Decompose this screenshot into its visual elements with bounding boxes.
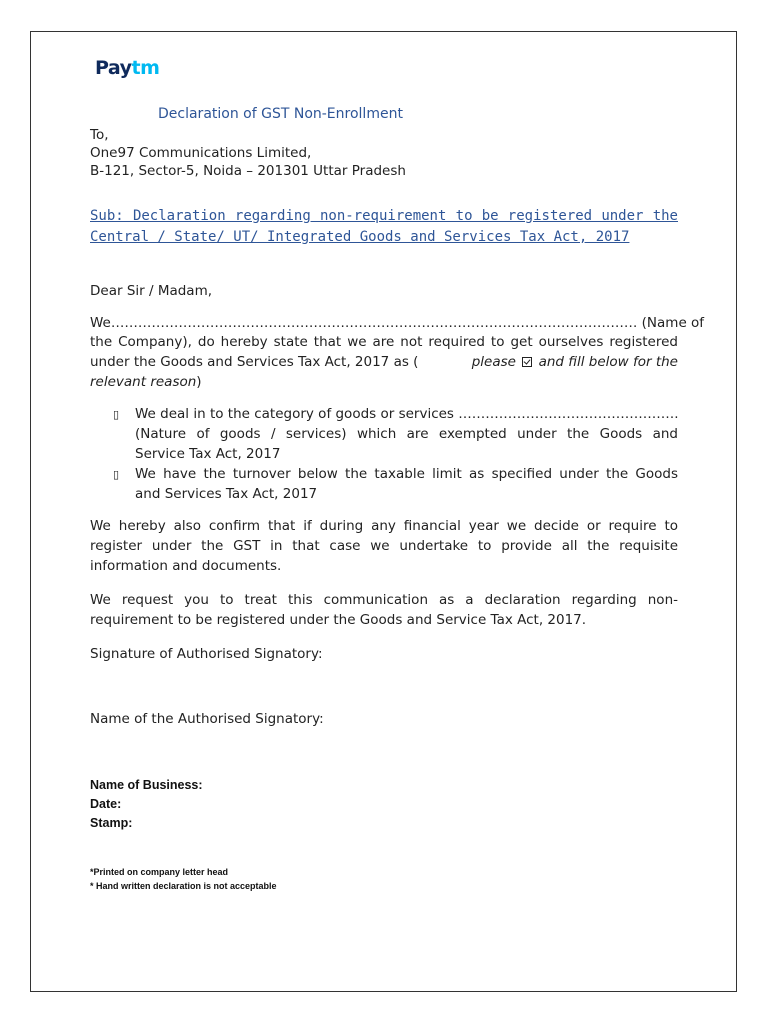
para1-line-2: the Company), do hereby state that we are not required to get ourselves registered bbox=[90, 334, 678, 350]
para3-line-2: requirement to be registered under the Goods and Service Tax Act, 2017. bbox=[90, 612, 587, 628]
bullet2-line-2: and Services Tax Act, 2017 bbox=[135, 486, 318, 502]
subject-line-2: Central / State/ UT/ Integrated Goods and Services Tax Act, 2017 bbox=[90, 229, 630, 245]
address-line-1: To, bbox=[90, 127, 109, 143]
address-line-3: B-121, Sector-5, Noida – 201301 Uttar Pradesh bbox=[90, 163, 406, 179]
checkbox-icon bbox=[522, 357, 532, 367]
stamp-label: Stamp: bbox=[90, 816, 133, 830]
signatory-name-label: Name of the Authorised Signatory: bbox=[90, 711, 324, 727]
page-title: Declaration of GST Non-Enrollment bbox=[158, 106, 403, 122]
address-line-2: One97 Communications Limited, bbox=[90, 145, 312, 161]
bullet1-line-2: (Nature of goods / services) which are exempted under the Goods and bbox=[135, 426, 678, 442]
bullet2-line-1: We have the turnover below the taxable limit as specified under the Goods bbox=[135, 466, 678, 482]
para1-line-3: under the Goods and Services Tax Act, 2017 as ( please and fill below for the bbox=[90, 354, 678, 370]
para2-line-2: register under the GST in that case we undertake to provide all the requisite bbox=[90, 538, 678, 554]
paytm-logo: Paytm bbox=[95, 57, 160, 79]
para1-line-4: relevant reason) bbox=[90, 374, 202, 390]
note-letterhead: *Printed on company letter head bbox=[90, 867, 229, 877]
para2-line-1: We hereby also confirm that if during any financial year we decide or require to bbox=[90, 518, 678, 534]
salutation: Dear Sir / Madam, bbox=[90, 283, 213, 299]
bullet1-line-1: We deal in to the category of goods or services …………………………………………. bbox=[135, 406, 679, 422]
para3-line-1: We request you to treat this communication as a declaration regarding non- bbox=[90, 592, 678, 608]
bullet-checkbox-icon: ▯ bbox=[113, 468, 120, 481]
date-label: Date: bbox=[90, 797, 122, 811]
para1-line-1: We……………………………………………………………………………………………………… (Name of bbox=[90, 315, 705, 331]
para2-line-3: information and documents. bbox=[90, 558, 282, 574]
signature-label: Signature of Authorised Signatory: bbox=[90, 646, 323, 662]
bullet-checkbox-icon: ▯ bbox=[113, 408, 120, 421]
business-name-label: Name of Business: bbox=[90, 778, 203, 792]
subject-line-1: Sub: Declaration regarding non-requirement to be registered under the bbox=[90, 208, 678, 224]
bullet1-line-3: Service Tax Act, 2017 bbox=[135, 446, 281, 462]
note-handwritten: * Hand written declaration is not acceptable bbox=[90, 881, 277, 891]
